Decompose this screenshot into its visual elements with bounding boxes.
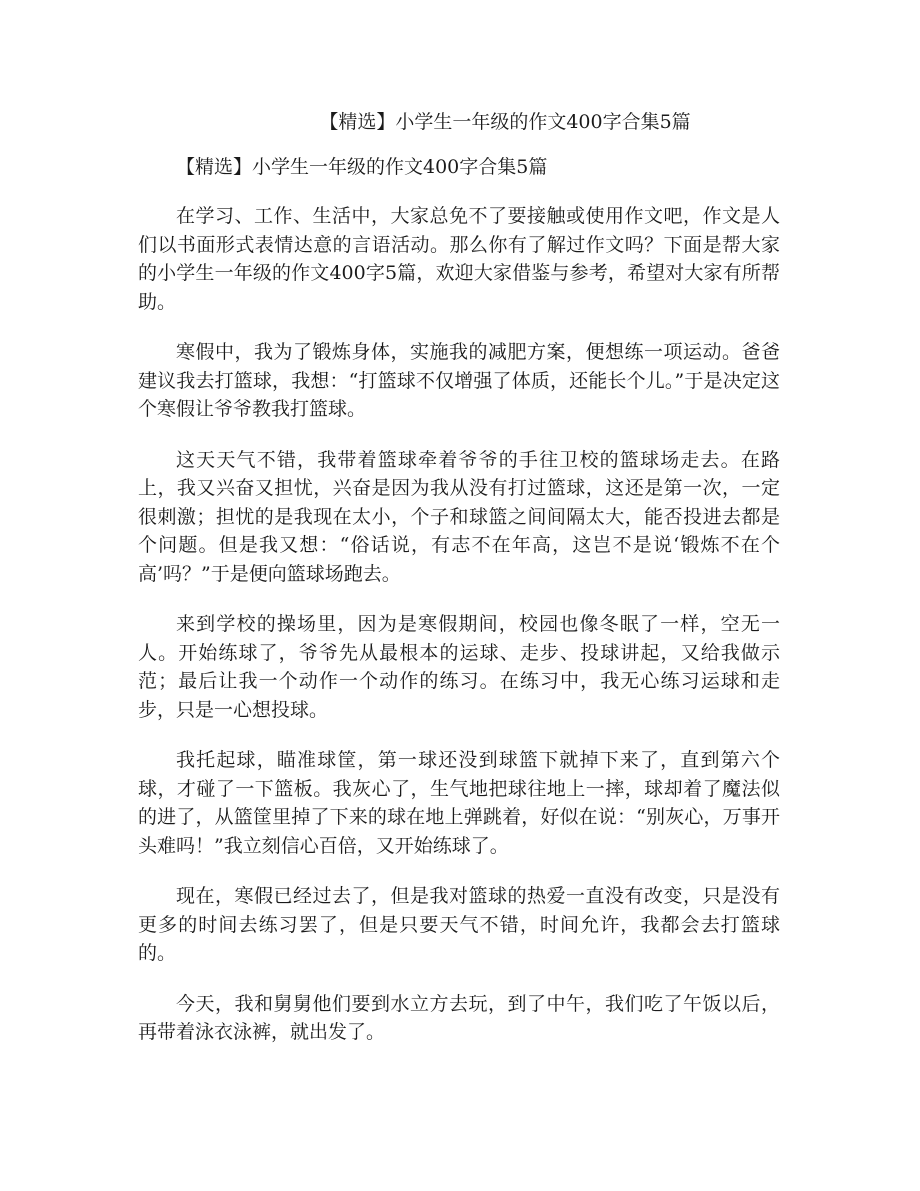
paragraph: 来到学校的操场里，因为是寒假期间，校园也像冬眠了一样，空无一人。开始练球了，爷爷先从最根本的运球、走步、投球讲起，又给我做示范；最后让我一个动作一个动作的练习。在练习中，我无心练习运球和走步，只是一心想投球。: [138, 613, 780, 721]
paragraph: 现在，寒假已经过去了，但是我对篮球的热爱一直没有改变，只是没有更多的时间去练习罢了，但是只要天气不错，时间允许，我都会去打篮球的。: [138, 885, 780, 964]
paragraph-intro: 在学习、工作、生活中，大家总免不了要接触或使用作文吧，作文是人们以书面形式表情达意的言语活动。那么你有了解过作文吗？下面是帮大家的小学生一年级的作文400字5篇，欢迎大家借鉴与参考，希望对大家有所帮助。: [138, 205, 780, 313]
document-body: [138, 150, 780, 1069]
paragraph: 我托起球，瞄准球筐，第一球还没到球篮下就掉下来了，直到第六个球，才碰了一下篮板。我灰心了，生气地把球往地上一摔，球却着了魔法似的进了，从篮筐里掉了下来的球在地上弹跳着，好似在说：“别灰心，万事开头难吗！”我立刻信心百倍，又开始练球了。: [138, 749, 780, 857]
document-title: 【精选】小学生一年级的作文400字合集5篇: [319, 111, 691, 133]
paragraph: 寒假中，我为了锻炼身体，实施我的减肥方案，便想练一项运动。爸爸建议我去打篮球，我想：“打篮球不仅增强了体质，还能长个儿。”于是决定这个寒假让爷爷教我打篮球。: [138, 341, 780, 420]
paragraph: 这天天气不错，我带着篮球牵着爷爷的手往卫校的篮球场走去。在路上，我又兴奋又担忧，兴奋是因为我从没有打过篮球，这还是第一次，一定很刺激；担忧的是我现在太小，个子和球篮之间间隔太大，能否投进去都是个问题。但是我又想：“俗话说，有志不在年高，这岂不是说‘锻炼不在个高’吗？”于是便向篮球场跑去。: [138, 448, 780, 585]
paragraph: 今天，我和舅舅他们要到水立方去玩，到了中午，我们吃了午饭以后，再带着泳衣泳裤，就出发了。: [138, 992, 780, 1043]
document-subtitle: 【精选】小学生一年级的作文400字合集5篇: [176, 156, 548, 178]
